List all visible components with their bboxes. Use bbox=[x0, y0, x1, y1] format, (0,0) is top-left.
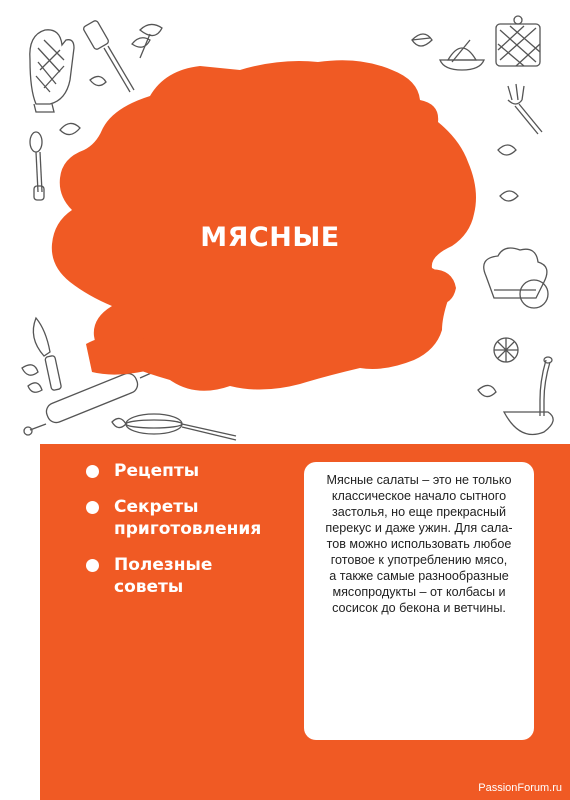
watermark: PassionForum.ru bbox=[478, 782, 562, 794]
description-text: Мясные салаты – это не только классическое начало сытного застолья, но еще прекрасный перекус и даже ужин. Для сала- тов можно использовать любое готовое к употреблению мясо, а также самые разнообразные мясопродукты – от колбасы и сосисок до бекона и ветчины. bbox=[325, 473, 513, 615]
description-box bbox=[304, 462, 534, 740]
page-title: МЯСНЫЕ bbox=[200, 222, 340, 253]
bullet-dot-icon bbox=[86, 465, 99, 478]
list-item bbox=[86, 460, 336, 482]
list-item-label: Секреты приготовления bbox=[114, 497, 262, 539]
list-item-label: Полезные советы bbox=[114, 555, 213, 597]
info-panel bbox=[40, 444, 570, 800]
list-item-label: Рецепты bbox=[114, 461, 200, 481]
bullet-dot-icon bbox=[86, 501, 99, 514]
bullet-dot-icon bbox=[86, 559, 99, 572]
list-item bbox=[86, 496, 336, 540]
list-item bbox=[86, 554, 336, 598]
feature-list bbox=[86, 460, 336, 612]
